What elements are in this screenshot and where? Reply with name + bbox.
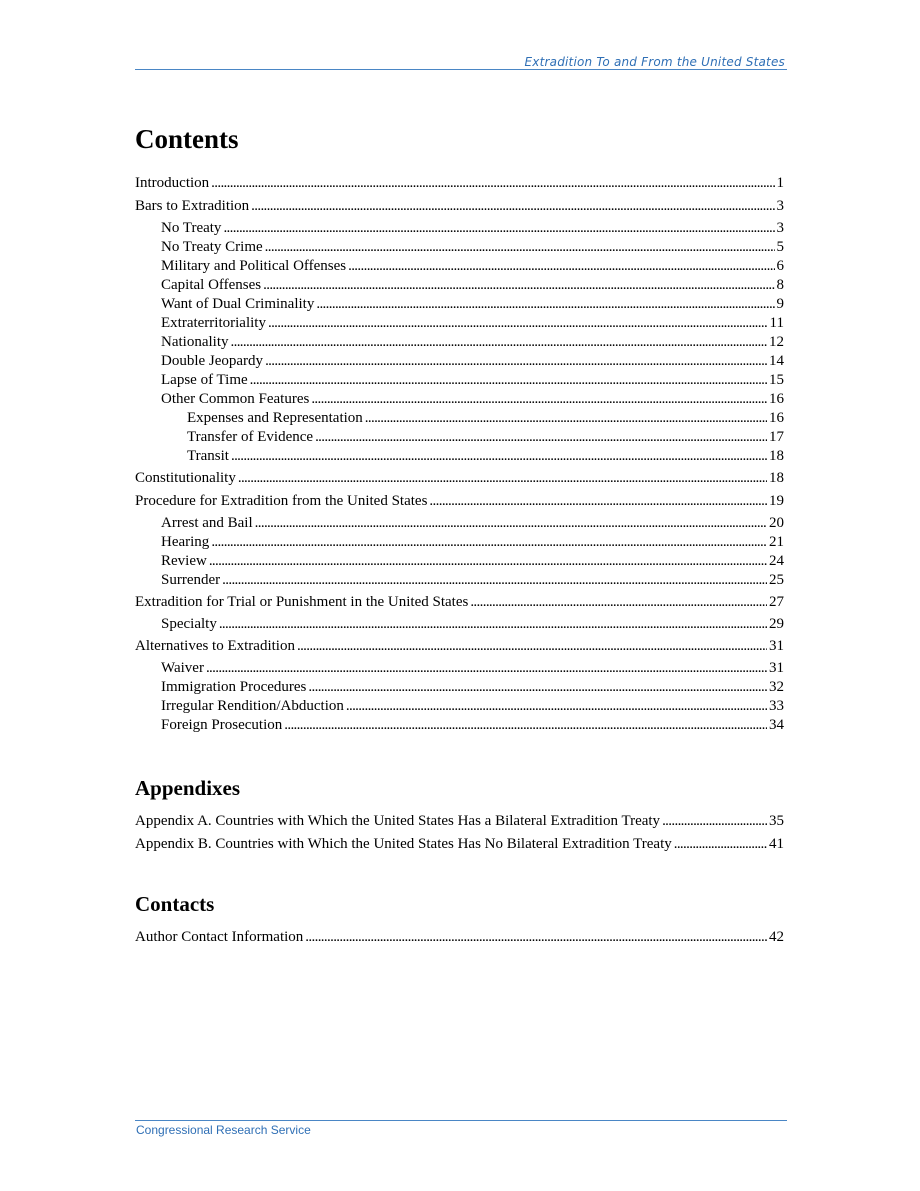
toc-entry-appendix-a[interactable] (135, 812, 784, 831)
header-rule (135, 69, 787, 70)
dot-leader (211, 533, 767, 552)
dot-leader (348, 257, 774, 276)
dot-leader (222, 571, 767, 590)
toc-entry-title: Introduction (135, 175, 210, 191)
dot-leader (305, 928, 767, 947)
toc-entry-review[interactable] (135, 552, 784, 571)
toc-entry-no-treaty[interactable] (135, 219, 784, 238)
toc-entry-procedure-from-us[interactable] (135, 492, 784, 511)
toc-entry-page: 1 (776, 175, 784, 191)
toc-entry-title: Extradition for Trial or Punishment in the United States (135, 594, 469, 610)
toc-entry-title: Expenses and Representation (187, 410, 363, 426)
toc-entry-military-political-offenses[interactable] (135, 257, 784, 276)
toc-entry-title: Capital Offenses (161, 277, 262, 293)
toc-entry-page: 12 (769, 334, 784, 350)
toc-entry-transfer-of-evidence[interactable] (135, 428, 784, 447)
dot-leader (311, 390, 767, 409)
dot-leader (219, 615, 767, 634)
dot-leader (206, 659, 767, 678)
toc-entry-title: Hearing (161, 534, 210, 550)
toc-entry-immigration-procedures[interactable] (135, 678, 784, 697)
dot-leader (470, 593, 767, 612)
toc-entry-title: Other Common Features (161, 391, 310, 407)
toc-entry-page: 25 (769, 572, 784, 588)
toc-entry-page: 41 (769, 836, 784, 852)
dot-leader (251, 197, 774, 216)
toc-entry-author-contact[interactable] (135, 928, 784, 947)
toc-entry-page: 42 (769, 929, 784, 945)
toc-entry-title: Constitutionality (135, 470, 236, 486)
dot-leader (231, 447, 767, 466)
dot-leader (346, 697, 767, 716)
running-header: Extradition To and From the United States (524, 55, 785, 69)
dot-leader (365, 409, 767, 428)
dot-leader (231, 333, 768, 352)
toc-entry-lapse-of-time[interactable] (135, 371, 784, 390)
toc-entry-page: 27 (769, 594, 784, 610)
toc-entry-title: Author Contact Information (135, 929, 304, 945)
dot-leader (265, 352, 767, 371)
toc-entry-page: 21 (769, 534, 784, 550)
toc-entry-arrest-and-bail[interactable] (135, 514, 784, 533)
toc-entry-page: 35 (769, 813, 784, 829)
toc-entry-specialty[interactable] (135, 615, 784, 634)
toc-entry-title: Transfer of Evidence (187, 429, 314, 445)
dot-leader (265, 238, 775, 257)
toc-entry-page: 9 (776, 296, 784, 312)
toc-entry-title: Waiver (161, 660, 204, 676)
dot-leader (429, 492, 767, 511)
toc-entry-page: 31 (769, 638, 784, 654)
dot-leader (297, 637, 767, 656)
toc-entry-appendix-b[interactable] (135, 835, 784, 854)
toc-entry-want-of-dual-criminality[interactable] (135, 295, 784, 314)
toc-entry-title: Appendix A. Countries with Which the United States Has a Bilateral Extradition Treaty (135, 813, 661, 829)
footer-publisher: Congressional Research Service (136, 1123, 311, 1137)
dot-leader (308, 678, 767, 697)
dot-leader (223, 219, 774, 238)
toc-entry-title: Bars to Extradition (135, 198, 250, 214)
contents-heading: Contents (135, 124, 239, 154)
dot-leader (315, 428, 767, 447)
dot-leader (209, 552, 767, 571)
toc-entry-expenses-representation[interactable] (135, 409, 784, 428)
toc-entry-transit[interactable] (135, 447, 784, 466)
toc-entry-page: 24 (769, 553, 784, 569)
toc-entry-capital-offenses[interactable] (135, 276, 784, 295)
contacts-toc (135, 928, 784, 947)
toc-entry-page: 18 (769, 470, 784, 486)
toc-entry-page: 11 (769, 315, 784, 331)
toc-entry-page: 18 (769, 448, 784, 464)
toc-entry-page: 8 (776, 277, 784, 293)
dot-leader (662, 812, 767, 831)
toc-entry-title: Appendix B. Countries with Which the United States Has No Bilateral Extradition Treaty (135, 836, 672, 852)
toc-entry-title: No Treaty Crime (161, 239, 263, 255)
toc-entry-page: 6 (776, 258, 784, 274)
toc-entry-hearing[interactable] (135, 533, 784, 552)
toc-entry-alternatives[interactable] (135, 637, 784, 656)
toc-entry-page: 32 (769, 679, 784, 695)
toc-entry-other-common-features[interactable] (135, 390, 784, 409)
toc-entry-double-jeopardy[interactable] (135, 352, 784, 371)
toc-entry-page: 5 (776, 239, 784, 255)
toc-entry-bars-to-extradition[interactable] (135, 197, 784, 216)
toc-entry-title: Foreign Prosecution (161, 717, 283, 733)
toc-entry-title: Want of Dual Criminality (161, 296, 315, 312)
toc-entry-title: Review (161, 553, 207, 569)
dot-leader (268, 314, 768, 333)
dot-leader (263, 276, 774, 295)
dot-leader (316, 295, 774, 314)
toc-entry-title: Military and Political Offenses (161, 258, 347, 274)
dot-leader (255, 514, 767, 533)
dot-leader (674, 835, 767, 854)
toc-entry-title: Irregular Rendition/Abduction (161, 698, 344, 714)
toc-entry-title: Extraterritoriality (161, 315, 266, 331)
toc-entry-page: 34 (769, 717, 784, 733)
toc-entry-extradition-for-trial[interactable] (135, 593, 784, 612)
toc-entry-title: Nationality (161, 334, 229, 350)
toc-entry-page: 29 (769, 616, 784, 632)
toc-entry-title: Procedure for Extradition from the United States (135, 493, 428, 509)
toc-entry-title: Lapse of Time (161, 372, 248, 388)
toc-entry-page: 19 (769, 493, 784, 509)
footer-rule (135, 1120, 787, 1121)
toc-entry-title: Surrender (161, 572, 221, 588)
toc-entry-introduction[interactable] (135, 174, 784, 193)
toc-entry-extraterritoriality[interactable] (135, 314, 784, 333)
dot-leader (211, 174, 774, 193)
dot-leader (238, 469, 767, 488)
toc-entry-title: Double Jeopardy (161, 353, 264, 369)
toc-entry-page: 20 (769, 515, 784, 531)
toc-entry-no-treaty-crime[interactable] (135, 238, 784, 257)
toc-entry-page: 15 (769, 372, 784, 388)
toc-entry-title: Immigration Procedures (161, 679, 307, 695)
toc-entry-nationality[interactable] (135, 333, 784, 352)
toc-entry-title: No Treaty (161, 220, 222, 236)
toc-entry-page: 16 (769, 410, 784, 426)
toc-entry-page: 16 (769, 391, 784, 407)
dot-leader (284, 716, 767, 735)
dot-leader (250, 371, 767, 390)
toc-entry-waiver[interactable] (135, 659, 784, 678)
contacts-heading: Contacts (135, 892, 215, 916)
toc-entry-constitutionality[interactable] (135, 469, 784, 488)
appendixes-toc (135, 812, 784, 854)
toc-entry-title: Specialty (161, 616, 217, 632)
toc-entry-page: 14 (769, 353, 784, 369)
appendixes-heading: Appendixes (135, 776, 241, 800)
toc-entry-page: 31 (769, 660, 784, 676)
toc-entry-title: Alternatives to Extradition (135, 638, 295, 654)
toc-entry-title: Arrest and Bail (161, 515, 253, 531)
toc-entry-page: 3 (776, 220, 784, 236)
toc-entry-foreign-prosecution[interactable] (135, 716, 784, 735)
toc-entry-page: 17 (769, 429, 784, 445)
toc-entry-page: 3 (776, 198, 784, 214)
toc-entry-irregular-rendition[interactable] (135, 697, 784, 716)
toc-entry-page: 33 (769, 698, 784, 714)
contents-toc (135, 174, 784, 735)
toc-entry-surrender[interactable] (135, 571, 784, 590)
toc-entry-title: Transit (187, 448, 229, 464)
